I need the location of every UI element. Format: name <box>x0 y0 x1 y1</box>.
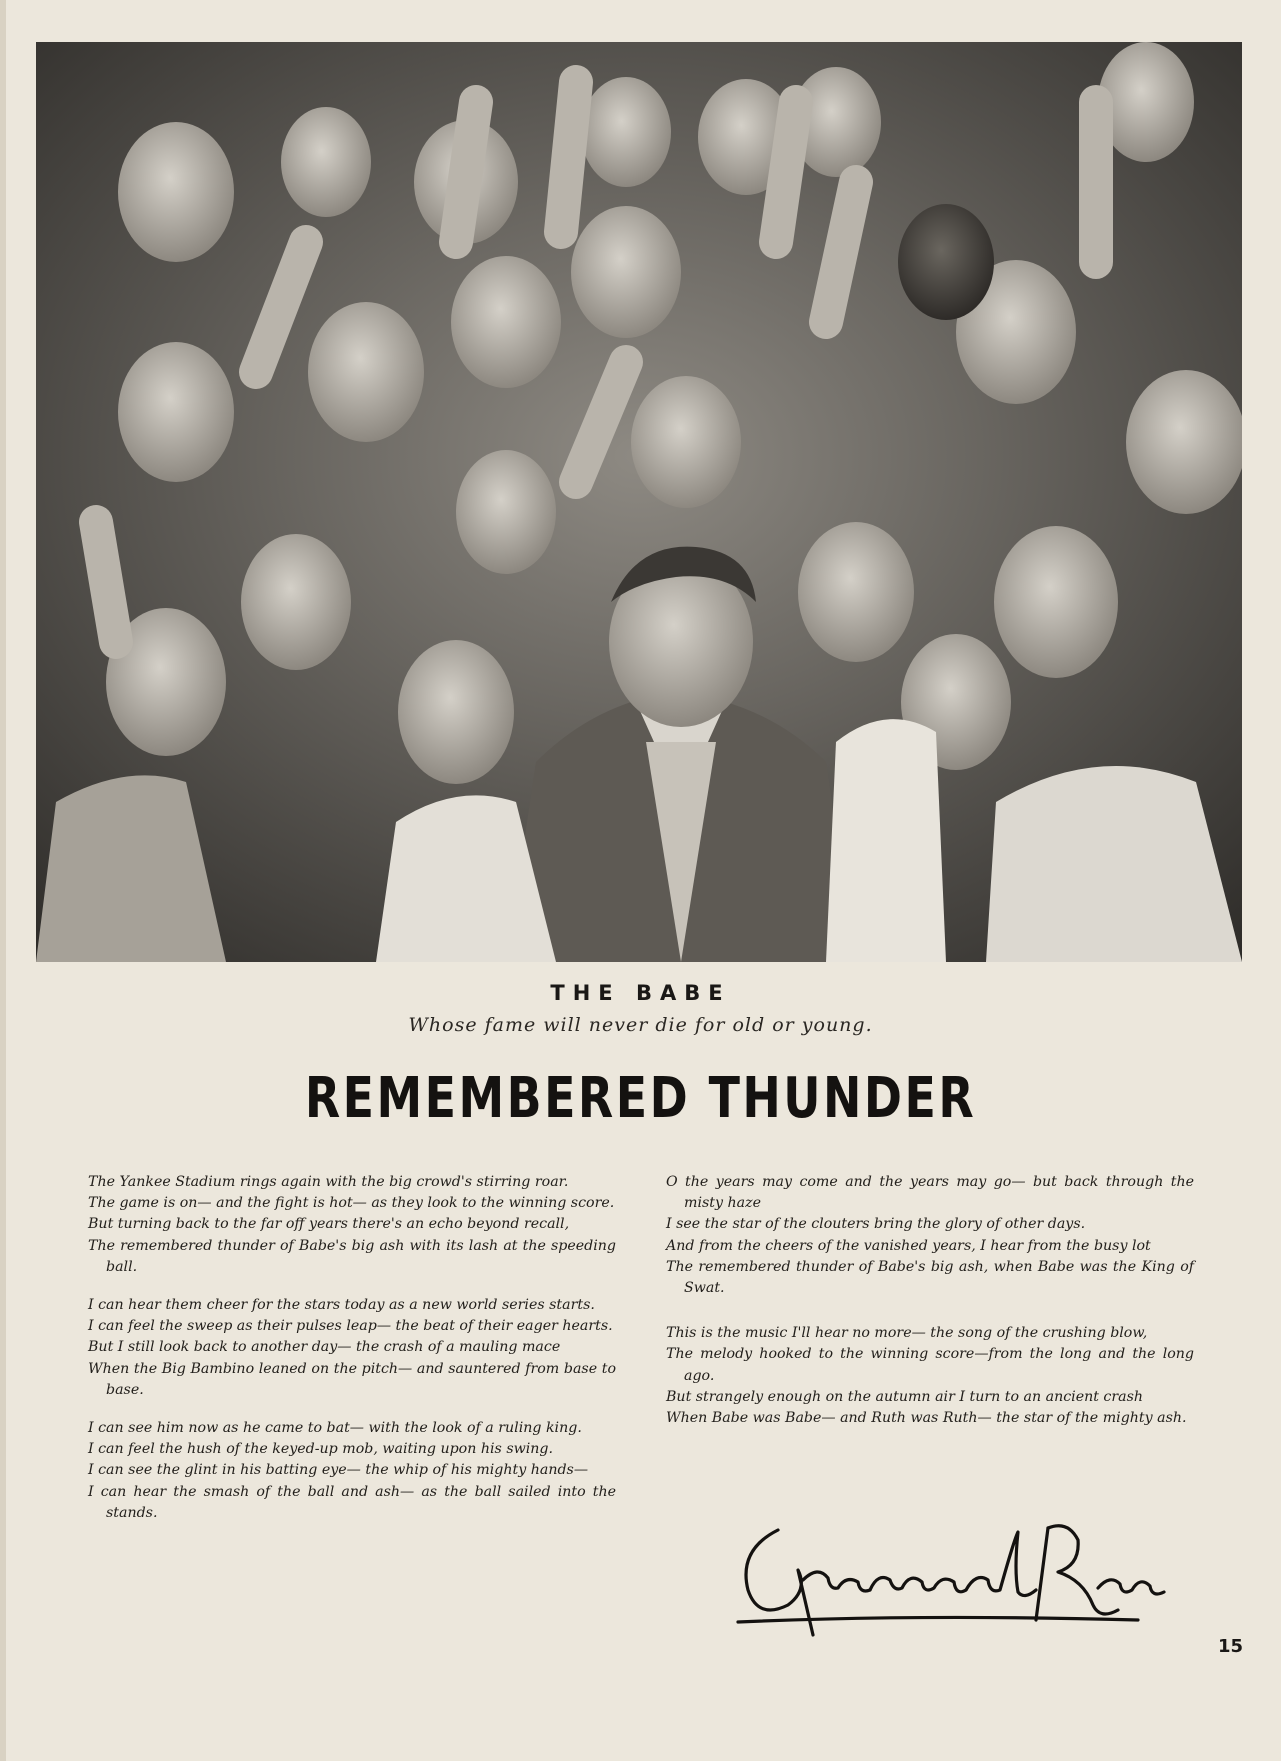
poem-line: I can see the glint in his batting eye— the whip of his mighty hands— <box>88 1462 589 1479</box>
poem-line: I see the star of the clouters bring the glory of other days. <box>666 1216 1086 1233</box>
caption-subtitle: Whose fame will never die for old or young. <box>408 1014 873 1036</box>
poem-line: And from the cheers of the vanished years, I hear from the busy lot <box>666 1237 1151 1254</box>
poem-line: I can feel the hush of the keyed-up mob, waiting upon his swing. <box>88 1441 554 1458</box>
poem-line: The remembered thunder of Babe's big ash with its lash at the speeding ball. <box>88 1237 616 1275</box>
author-signature <box>718 1510 1178 1640</box>
poem-line: When the Big Bambino leaned on the pitch— and sauntered from base to base. <box>88 1360 616 1398</box>
photo-illustration <box>36 42 1242 962</box>
poem-line: But I still look back to another day— the crash of a mauling mace <box>88 1339 561 1356</box>
poem-title: REMEMBERED THUNDER <box>304 1066 977 1131</box>
poem-line: O the years may come and the years may go— but back through the misty haze <box>666 1174 1194 1212</box>
caption-title: THE BABE <box>550 981 731 1005</box>
page-number: 15 <box>1218 1636 1244 1657</box>
photo-babe-ruth-with-children <box>36 42 1242 962</box>
poem-line: The game is on— and the fight is hot— as they look to the winning score. <box>88 1195 615 1212</box>
stanza <box>88 1295 616 1401</box>
poem-line: I can see him now as he came to bat— with the look of a ruling king. <box>88 1420 582 1437</box>
stanza <box>666 1172 1194 1299</box>
stanza <box>88 1172 616 1278</box>
poem-line: The remembered thunder of Babe's big ash, when Babe was the King of Swat. <box>666 1258 1194 1297</box>
poem-line: I can hear the smash of the ball and ash— as the ball sailed into the stands. <box>88 1483 616 1521</box>
stanza <box>666 1323 1194 1429</box>
poem-line: This is the music I'll hear no more— the song of the crushing blow, <box>666 1325 1148 1342</box>
poem-line: But turning back to the far off years there's an echo beyond recall, <box>88 1216 570 1233</box>
poem-line: The Yankee Stadium rings again with the big crowd's stirring roar. <box>88 1174 569 1190</box>
poem-column-right <box>666 1172 1194 1446</box>
poem-line: I can hear them cheer for the stars today as a new world series starts. <box>88 1297 595 1314</box>
signature-handwriting <box>718 1510 1178 1640</box>
poem-line: I can feel the sweep as their pulses leap— the beat of their eager hearts. <box>88 1318 613 1335</box>
poem-column-left <box>88 1172 616 1541</box>
poem-line: When Babe was Babe— and Ruth was Ruth— the star of the mighty ash. <box>666 1410 1187 1427</box>
poem-line: The melody hooked to the winning score—from the long and the long ago. <box>666 1346 1194 1384</box>
poem-line: But strangely enough on the autumn air I turn to an ancient crash <box>666 1388 1144 1405</box>
stanza <box>88 1418 616 1524</box>
